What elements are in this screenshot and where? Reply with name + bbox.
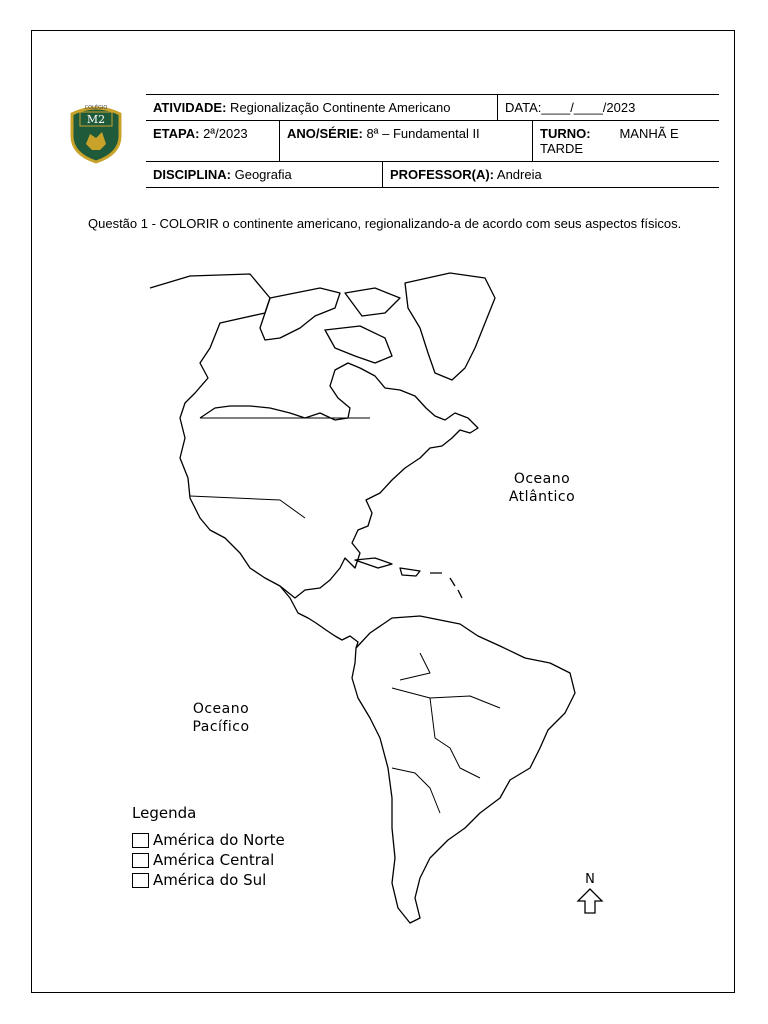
pacific-ocean-label: Oceano Pacífico xyxy=(192,701,250,735)
turno-cell: TURNO: MANHÃ E TARDE xyxy=(532,121,719,162)
atlantic-ocean-label: Oceano Atlântico xyxy=(508,471,576,505)
legend-title: Legenda xyxy=(132,804,197,822)
atividade-cell: ATIVIDADE: Regionalização Continente Americano xyxy=(153,100,451,115)
legend-checkbox[interactable] xyxy=(132,873,149,888)
data-cell: DATA:____/____/2023 xyxy=(497,95,719,121)
legend-checkbox[interactable] xyxy=(132,853,149,868)
north-arrow-icon xyxy=(575,887,605,915)
north-label: N xyxy=(585,872,595,887)
north-arrow xyxy=(575,872,605,919)
greenland-outline xyxy=(405,273,495,380)
header-row-3 xyxy=(146,161,719,188)
logo-text: M2 xyxy=(86,113,106,126)
header-row-2 xyxy=(146,120,719,162)
north-america-outline xyxy=(150,274,478,598)
logo-ring-text: COLÉGIO xyxy=(84,105,108,111)
legend-item-south-america[interactable]: América do Sul xyxy=(132,870,285,890)
question-text: Questão 1 - COLORIR o continente americano, regionalizando-a de acordo com seus aspectos físicos. xyxy=(88,216,682,231)
professor-cell: PROFESSOR(A): Andreia xyxy=(382,162,719,187)
caribbean-islands xyxy=(355,558,462,598)
etapa-cell: ETAPA: 2ª/2023 xyxy=(153,126,248,141)
legend-item-north-america[interactable]: América do Norte xyxy=(132,830,285,850)
ano-serie-cell: ANO/SÉRIE: 8ª – Fundamental II xyxy=(279,121,532,162)
header-row-1 xyxy=(146,94,719,121)
legend-checkbox[interactable] xyxy=(132,833,149,848)
school-logo xyxy=(66,100,126,164)
map-legend xyxy=(132,804,285,890)
disciplina-cell: DISCIPLINA: Geografia xyxy=(153,167,292,182)
legend-item-central-america[interactable]: América Central xyxy=(132,850,285,870)
